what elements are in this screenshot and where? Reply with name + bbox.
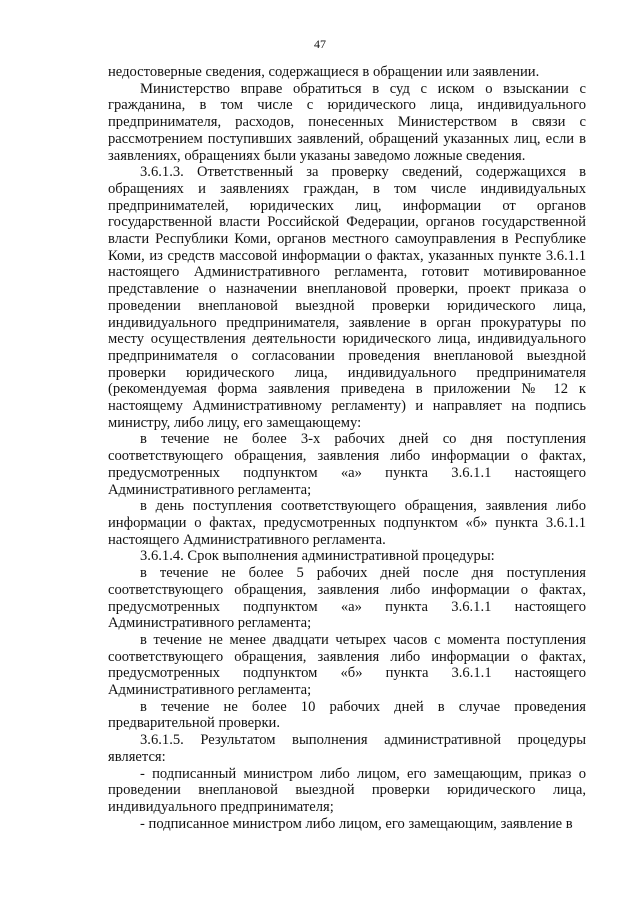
document-body bbox=[108, 64, 586, 832]
paragraph: - подписанный министром либо лицом, его замещающим, приказ о проведении внеплановой выездной проверки юридического лица, индивидуального предпринимателя; bbox=[108, 765, 586, 815]
paragraph: недостоверные сведения, содержащиеся в обращении или заявлении. bbox=[108, 64, 540, 80]
paragraph: в течение не менее двадцати четырех часов с момента поступления соответствующего обращения, заявления либо информации о фактах, предусмотренных подпунктом «б» пункта 3.6.1.1 настоящего Административного регламента; bbox=[108, 631, 586, 699]
paragraph: в течение не более 10 рабочих дней в случае проведения предварительной проверки. bbox=[108, 698, 586, 732]
paragraph: 3.6.1.4. Срок выполнения административной процедуры: bbox=[140, 548, 495, 565]
paragraph: Министерство вправе обратиться в суд с иском о взыскании с гражданина, в том числе с юридического лица, индивидуального предпринимателя, расходов, понесенных Министерством в связи с рассмотрением поступивших заявлений, обращений указанных лиц, если в заявлениях, обращениях были указаны заведомо ложные сведения. bbox=[108, 80, 586, 164]
paragraph: в течение не более 5 рабочих дней после дня поступления соответствующего обращения, заявления либо информации о фактах, предусмотренных подпунктом «а» пункта 3.6.1.1 настоящего Административного регламента; bbox=[108, 565, 586, 632]
paragraph: 3.6.1.5. Результатом выполнения административной процедуры является: bbox=[108, 732, 586, 765]
paragraph: - подписанное министром либо лицом, его замещающим, заявление в bbox=[140, 815, 573, 832]
paragraph: 3.6.1.3. Ответственный за проверку сведений, содержащихся в обращениях и заявлениях граждан, в том числе индивидуальных предпринимателей, юридических лиц, информации от органов государственной власти Российской Федерации, органов государственной власти Республики Коми, органов местного самоуправления в Республике Коми, из средств массовой информации о фактах, указанных пункте 3.6.1.1 настоящего Административного регламента, готовит мотивированное представление о назначении внеплановой проверки, проект приказа о проведении внеплановой выездной проверки юридического лица, индивидуального предпринимателя, заявление в орган прокуратуры по месту осуществления деятельности юридического лица, индивидуального предпринимателя о согласовании проведения внеплановой выездной проверки юридического лица, индивидуального предпринимателя (рекомендуемая форма заявления приведена в приложении № 12 к настоящему Административному регламенту) и направляет на подпись министру, либо лицу, его замещающему: bbox=[108, 164, 586, 431]
page-number: 47 bbox=[314, 37, 326, 51]
paragraph: в течение не более 3-х рабочих дней со дня поступления соответствующего обращения, заявления либо информации о фактах, предусмотренных подпунктом «а» пункта 3.6.1.1 настоящего Административного регламента; bbox=[108, 431, 586, 498]
paragraph: в день поступления соответствующего обращения, заявления либо информации о фактах, предусмотренных подпунктом «б» пункта 3.6.1.1 настоящего Административного регламента. bbox=[108, 498, 586, 548]
